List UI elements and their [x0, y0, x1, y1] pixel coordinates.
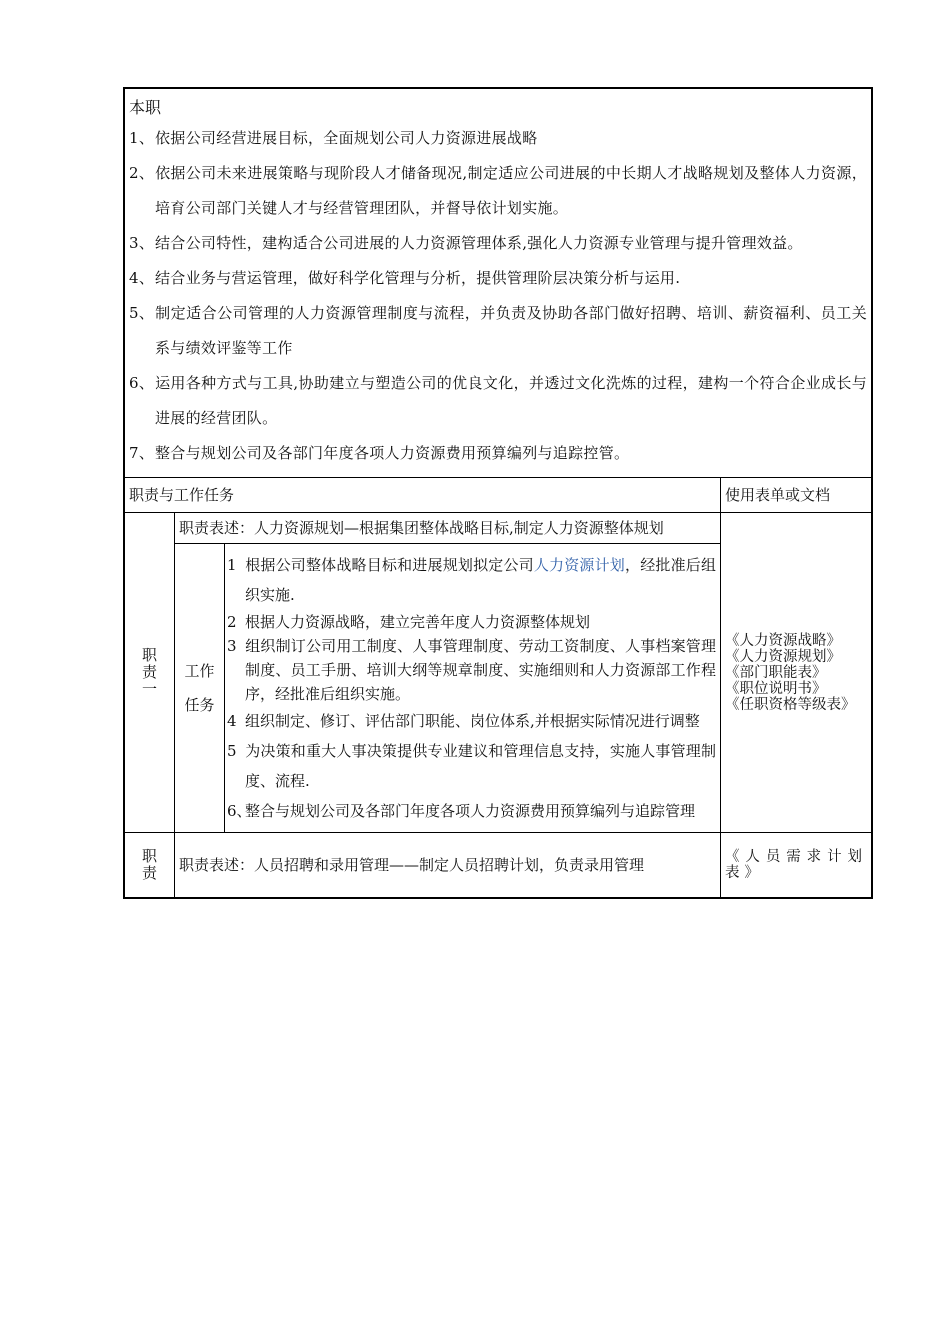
document-list — [725, 849, 867, 881]
responsibility-description: 职责表述：人力资源规划—根据集团整体战略目标,制定人力资源整体规划 — [175, 513, 720, 544]
header-documents: 使用表单或文档 — [725, 486, 831, 504]
task-text: 组织制定、修订、评估部门职能、岗位体系,并根据实际情况进行调整 — [245, 712, 700, 730]
task-item — [227, 610, 716, 634]
document-name: 《职位说明书》 — [725, 680, 827, 697]
responsibility-body — [175, 833, 721, 897]
documents-cell — [721, 833, 871, 897]
document-list — [725, 633, 867, 713]
document-name: 《人员需求计划表》 — [725, 849, 867, 881]
task-number: 3 — [227, 637, 237, 655]
job-description-table — [123, 87, 873, 899]
task-number: 5 — [227, 742, 237, 760]
document-name: 《任职资格等级表》 — [725, 696, 856, 713]
document-name: 《人力资源战略》 — [725, 632, 841, 649]
documents-cell — [721, 513, 871, 832]
duty-text: 结合业务与营运管理，做好科学化管理与分析，提供管理阶层决策分析与运用. — [155, 269, 681, 287]
task-number: 6、 — [227, 802, 252, 820]
task-number: 1 — [227, 556, 237, 574]
section-title: 本职 — [129, 98, 162, 117]
task-text: 组织制订公司用工制度、人事管理制度、劳动工资制度、人事档案管理制度、员工手册、培训大纲等规章制度、实施细则和人力资源部工作程序，经批准后组织实施。 — [245, 637, 716, 703]
duties-section — [125, 89, 871, 478]
duty-item — [129, 366, 867, 436]
duty-item — [129, 121, 867, 156]
task-list — [225, 544, 720, 832]
duty-text: 运用各种方式与工具,协助建立与塑造公司的优良文化，并透过文化洗炼的过程，建构一个符合企业成长与进展的经营团队。 — [155, 374, 867, 427]
duty-number: 6、 — [129, 374, 155, 392]
responsibility-row-2 — [125, 833, 871, 897]
task-text: 为决策和重大人事决策提供专业建议和管理信息支持，实施人事管理制度、流程. — [245, 742, 716, 790]
duty-item — [129, 296, 867, 366]
table-header-row — [125, 478, 871, 513]
work-tasks-label-line: 工作 — [184, 661, 215, 680]
task-item — [227, 736, 716, 796]
duty-number: 5、 — [129, 304, 155, 322]
responsibility-description: 职责表述：人员招聘和录用管理——制定人员招聘计划，负责录用管理 — [179, 856, 645, 874]
duty-text: 结合公司特性，建构适合公司进展的人力资源管理体系,强化人力资源专业管理与提升管理效益。 — [155, 234, 803, 252]
duty-item — [129, 226, 867, 261]
document-name: 《部门职能表》 — [725, 664, 827, 681]
task-number: 4 — [227, 712, 237, 730]
task-item — [227, 634, 716, 706]
task-text: 整合与规划公司及各部门年度各项人力资源费用预算编列与追踪管理 — [245, 802, 696, 820]
task-item — [227, 550, 716, 610]
duty-text: 整合与规划公司及各部门年度各项人力资源费用预算编列与追踪控管。 — [155, 444, 630, 462]
duty-number: 1、 — [129, 129, 155, 147]
task-item — [227, 796, 716, 826]
work-tasks — [175, 544, 720, 832]
work-tasks-label — [175, 544, 225, 832]
task-item — [227, 706, 716, 736]
duty-text: 依据公司经营进展目标，全面规划公司人力资源进展战略 — [155, 129, 538, 147]
responsibility-label: 职责一 — [125, 513, 175, 832]
duty-text: 制定适合公司管理的人力资源管理制度与流程，并负责及协助各部门做好招聘、培训、薪资福利、员工关系与绩效评鉴等工作 — [155, 304, 867, 357]
responsibility-body — [175, 513, 721, 832]
responsibility-row-1 — [125, 513, 871, 833]
duty-item — [129, 436, 867, 471]
task-text: ，经批准后组织实施. — [245, 556, 716, 604]
duty-text: 依据公司未来进展策略与现阶段人才储备现况,制定适应公司进展的中长期人才战略规划及整体人力资源，培育公司部门关键人才与经营管理团队，并督导依计划实施。 — [155, 164, 867, 217]
duty-number: 7、 — [129, 444, 155, 462]
hr-plan-link[interactable]: 人力资源计划 — [533, 556, 625, 574]
task-number: 2 — [227, 613, 237, 631]
duty-item — [129, 156, 867, 226]
header-responsibilities: 职责与工作任务 — [125, 478, 721, 512]
duty-list — [129, 121, 867, 471]
task-text: 根据人力资源战略，建立完善年度人力资源整体规划 — [245, 613, 591, 631]
responsibility-label: 职责 — [125, 833, 175, 897]
work-tasks-label-line: 任务 — [184, 695, 215, 714]
duty-item — [129, 261, 867, 296]
duty-number: 2、 — [129, 164, 155, 182]
duty-number: 3、 — [129, 234, 155, 252]
duty-number: 4、 — [129, 269, 155, 287]
task-text: 根据公司整体战略目标和进展规划拟定公司 — [245, 556, 534, 574]
document-name: 《人力资源规划》 — [725, 648, 841, 665]
